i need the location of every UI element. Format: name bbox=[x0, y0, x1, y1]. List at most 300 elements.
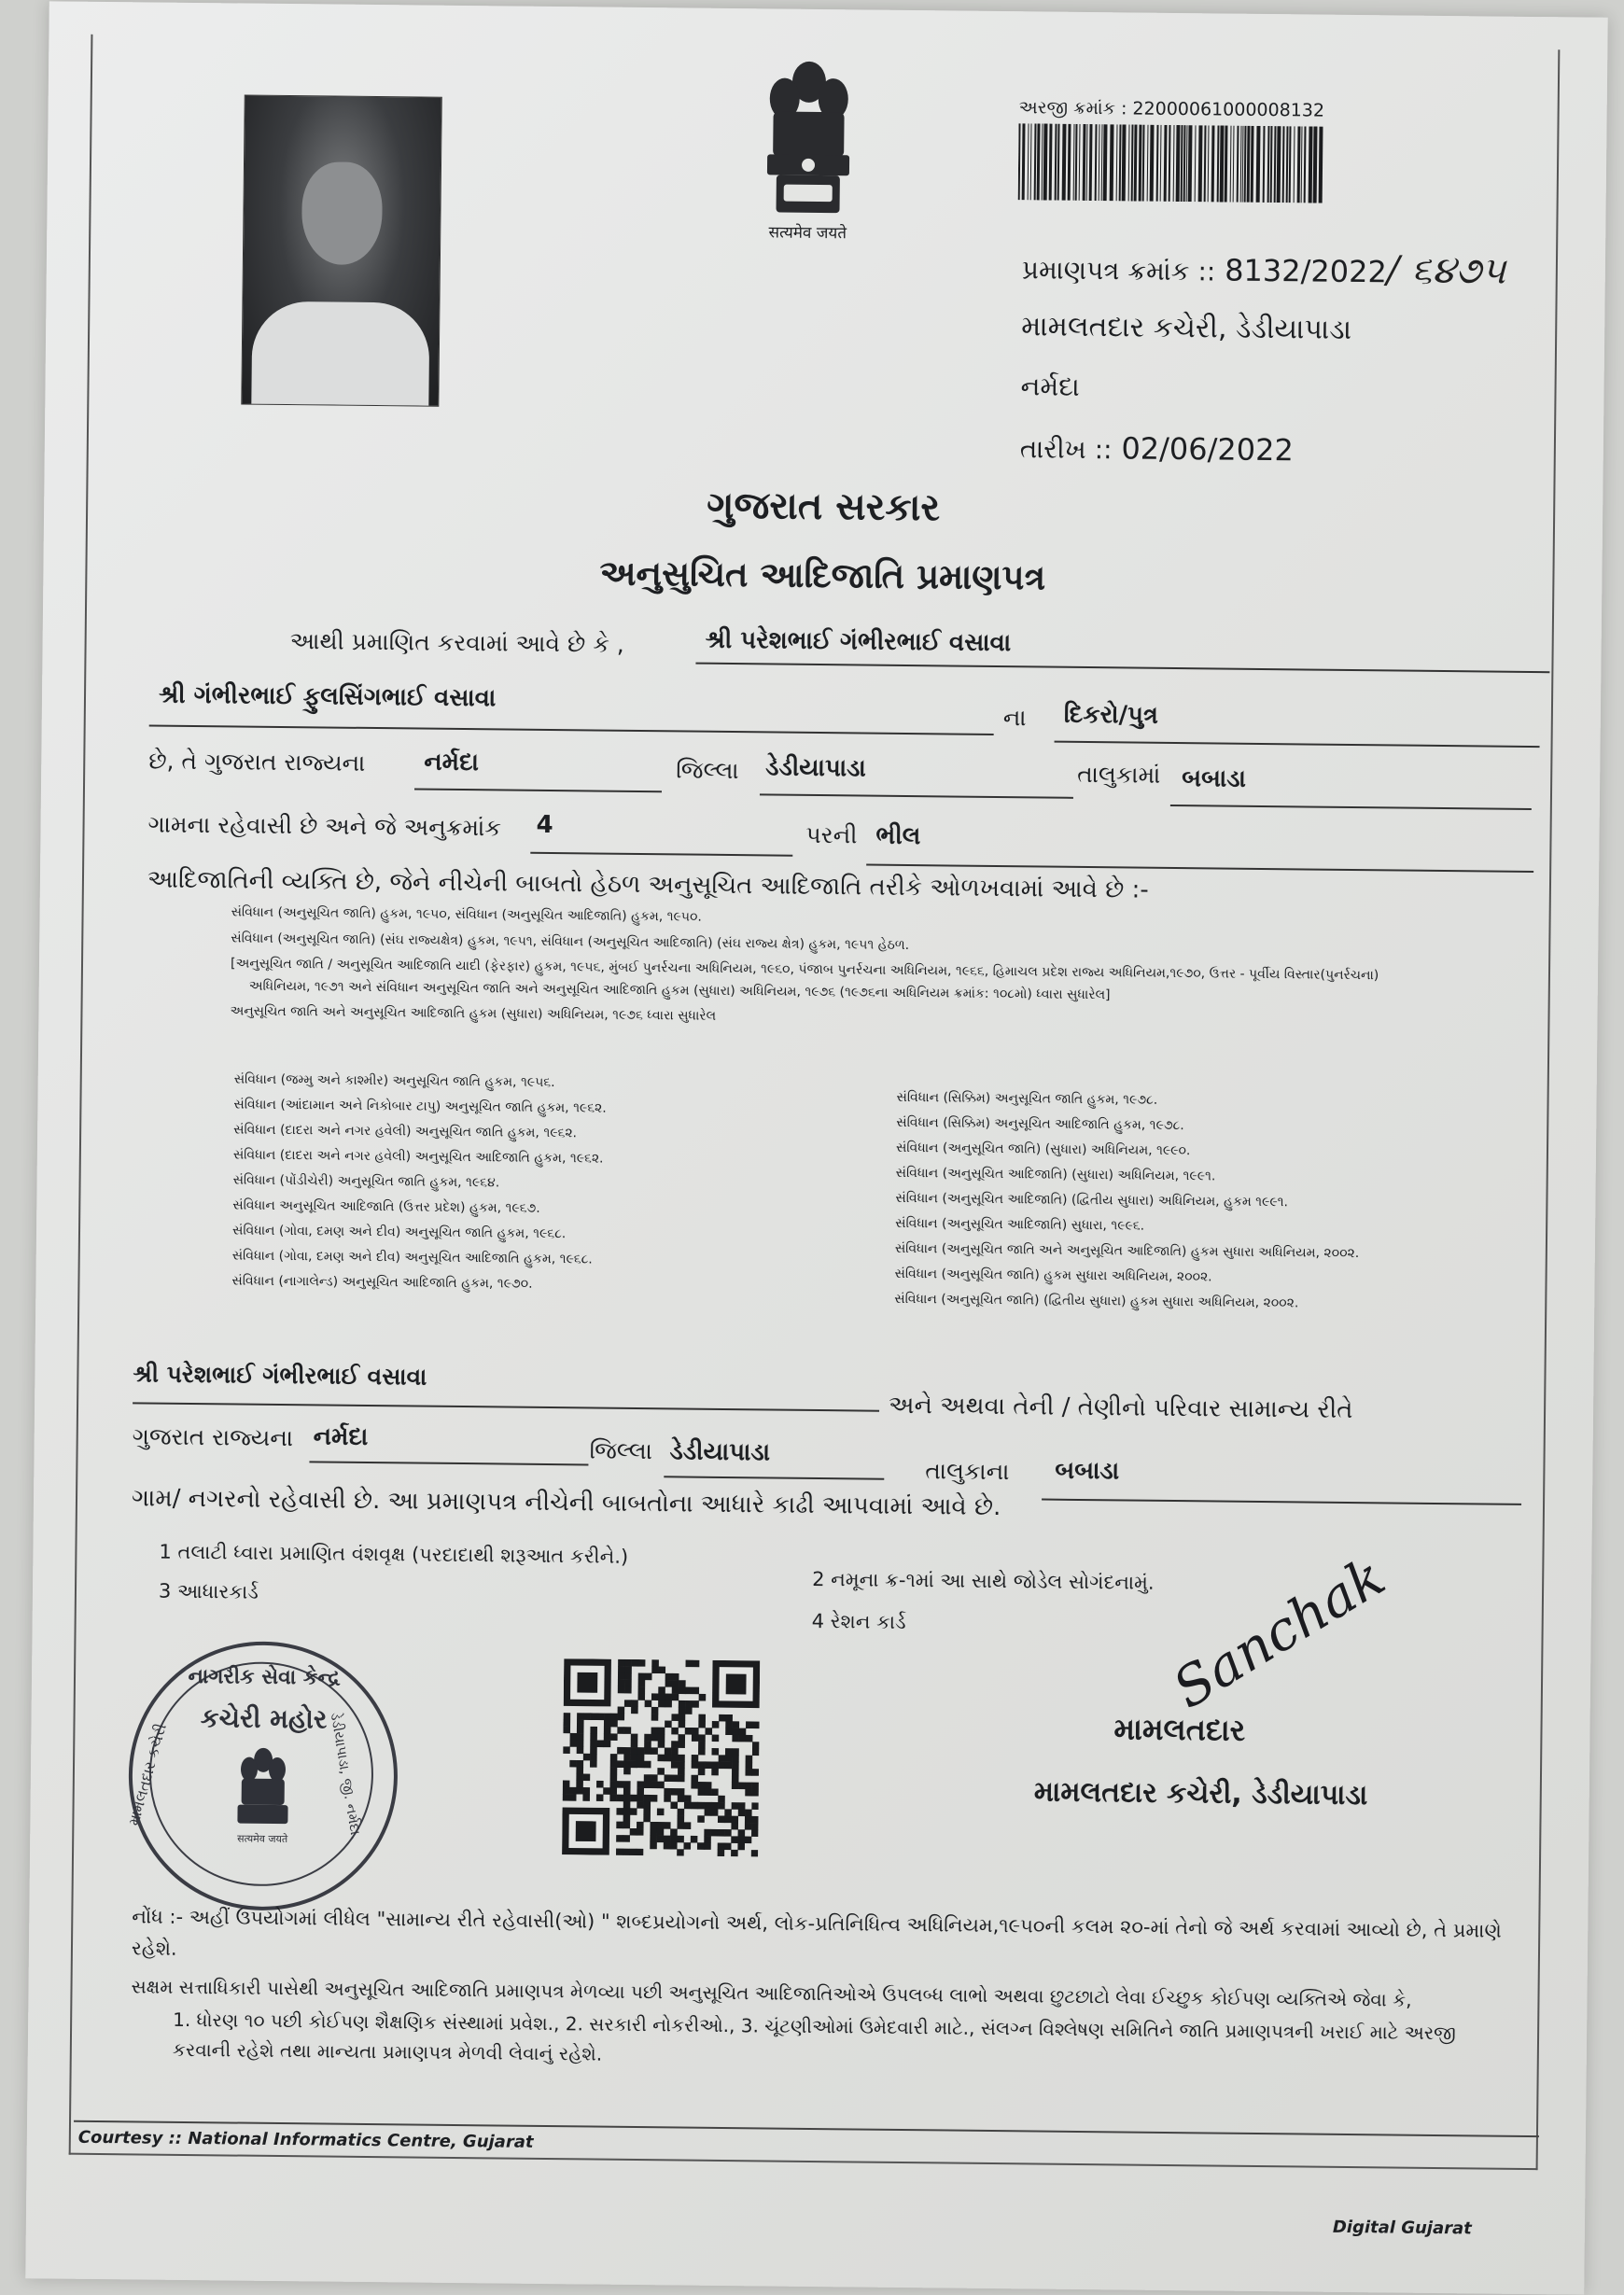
family-text: અને અથવા તેની / તેણીનો પરિવાર સામાન્ય રીતે bbox=[888, 1391, 1353, 1425]
qr-module bbox=[679, 1721, 686, 1728]
qr-module bbox=[711, 1788, 719, 1796]
qr-module bbox=[631, 1747, 638, 1755]
qr-module bbox=[697, 1815, 705, 1823]
qr-module bbox=[623, 1747, 631, 1755]
qr-module bbox=[616, 1835, 623, 1842]
qr-module bbox=[664, 1836, 671, 1843]
qr-module bbox=[631, 1700, 638, 1707]
qr-module bbox=[698, 1788, 706, 1796]
qr-module bbox=[678, 1755, 685, 1762]
qr-module bbox=[596, 1794, 604, 1801]
certificate-number-row bbox=[1022, 245, 1506, 292]
qr-module bbox=[631, 1754, 638, 1761]
qr-module bbox=[725, 1755, 733, 1762]
qr-module bbox=[671, 1714, 679, 1721]
qr-module bbox=[609, 1795, 617, 1802]
qr-module bbox=[685, 1707, 693, 1714]
qr-module bbox=[718, 1850, 725, 1857]
qr-module bbox=[623, 1814, 631, 1822]
residence-taluka-label: તાલુકાના bbox=[925, 1457, 1010, 1486]
qr-module bbox=[671, 1728, 679, 1735]
qr-module bbox=[732, 1802, 739, 1810]
qr-module bbox=[651, 1774, 658, 1782]
orders-top-block bbox=[230, 904, 1537, 1033]
qr-module bbox=[705, 1788, 712, 1796]
barcode-bar bbox=[1183, 125, 1186, 202]
qr-module bbox=[718, 1842, 725, 1850]
qr-module bbox=[563, 1781, 570, 1788]
qr-module bbox=[590, 1747, 597, 1755]
qr-module bbox=[617, 1795, 624, 1802]
barcode-bar bbox=[1233, 126, 1235, 203]
qr-module bbox=[651, 1666, 659, 1673]
issue-date-row bbox=[1020, 429, 1294, 468]
state-text: છે, તે ગુજરાત રાજ્યના bbox=[148, 747, 366, 777]
seal-inner-text: કચેરી મહોર bbox=[200, 1702, 328, 1735]
district-label: જિલ્લા bbox=[676, 756, 739, 785]
qr-module bbox=[623, 1787, 631, 1795]
qr-module bbox=[733, 1721, 740, 1728]
barcode-bar bbox=[1083, 124, 1086, 201]
order-item: સંવિધાન (અનુસૂચિત આદિજાતિ) સુધારા, ૧૯૯૬. bbox=[895, 1215, 1145, 1234]
district-value: નર્મદા bbox=[414, 748, 662, 792]
qr-module bbox=[658, 1734, 665, 1742]
qr-module bbox=[711, 1829, 719, 1837]
orders-left-column bbox=[231, 1067, 607, 1297]
qr-module bbox=[623, 1781, 631, 1788]
qr-module bbox=[718, 1815, 725, 1823]
qr-module bbox=[617, 1747, 624, 1755]
qr-module bbox=[582, 1787, 590, 1795]
qr-module bbox=[637, 1788, 644, 1796]
qr-module bbox=[752, 1742, 760, 1749]
qr-module bbox=[732, 1728, 739, 1736]
qr-module bbox=[665, 1774, 672, 1782]
barcode-bar bbox=[1073, 124, 1075, 201]
qr-module bbox=[629, 1849, 637, 1856]
barcode-bar bbox=[1188, 125, 1193, 202]
qr-module bbox=[732, 1762, 739, 1770]
order-item: સંવિધાન (અનુસૂચિત જાતિ) (દ્વિતીય સુધારા) હુકમ સુધારા અધિનિયમ, ૨૦૦૨. bbox=[894, 1291, 1299, 1311]
serial-number: 4 bbox=[530, 811, 792, 857]
qr-module bbox=[577, 1760, 584, 1768]
certificate-number: 8132/2022 bbox=[1224, 252, 1388, 290]
qr-module bbox=[679, 1686, 686, 1694]
qr-module bbox=[644, 1795, 651, 1802]
qr-module bbox=[651, 1659, 659, 1667]
barcode-bar bbox=[1057, 124, 1060, 201]
qr-module bbox=[604, 1741, 611, 1748]
document-item: 1 તલાટી ધ્વારા પ્રમાણિત વંશવૃક્ષ (પરદાદાથી શરૂઆત કરીને.) bbox=[159, 1540, 629, 1568]
qr-module bbox=[570, 1733, 578, 1741]
qr-module bbox=[630, 1761, 637, 1769]
qr-module bbox=[651, 1782, 658, 1789]
qr-module bbox=[745, 1789, 752, 1797]
qr-module bbox=[617, 1781, 624, 1788]
qr-module bbox=[698, 1742, 706, 1749]
barcode-bar bbox=[1256, 126, 1261, 203]
note-definition: નોંધ :- અહીં ઉપયોગમાં લીધેલ "સામાન્ય રીતે રહેવાસી(ઓ) " શબ્દપ્રયોગનો અર્થ, લોક-પ્રતિનિધિત્વ અધિનિયમ,૧૯૫૦ની કલમ ૨૦-માં તેનો જે અર્થ કરવામાં આવ્યો છે, તે પ્રમાણે રહેશે. bbox=[131, 1905, 1502, 1960]
issue-date: 02/06/2022 bbox=[1121, 430, 1295, 469]
qr-module bbox=[731, 1836, 738, 1843]
barcode-bar bbox=[1208, 125, 1210, 202]
order-item: સંવિધાન અનુસૂચિત આદિજાતિ (ઉત્તર પ્રદેશ) હુકમ, ૧૯૬૭. bbox=[232, 1197, 540, 1216]
qr-module bbox=[712, 1721, 720, 1728]
qr-module bbox=[752, 1748, 760, 1756]
qr-module bbox=[691, 1802, 698, 1810]
qr-module bbox=[665, 1721, 672, 1728]
barcode-bar bbox=[1313, 127, 1318, 203]
qr-module bbox=[678, 1761, 685, 1769]
qr-module bbox=[711, 1761, 719, 1769]
qr-module bbox=[582, 1794, 590, 1801]
qr-module bbox=[724, 1809, 732, 1816]
qr-module bbox=[610, 1733, 618, 1741]
document-item: 4 રેશન કાર્ડ bbox=[811, 1609, 906, 1634]
taluka-value: ડેડીયાપાડા bbox=[760, 753, 1073, 799]
qr-module bbox=[672, 1694, 679, 1701]
qr-module bbox=[692, 1761, 699, 1769]
qr-module bbox=[570, 1740, 578, 1747]
qr-module bbox=[631, 1707, 638, 1714]
qr-module bbox=[623, 1760, 631, 1768]
signature-scribble: Sanchak bbox=[1162, 1544, 1396, 1721]
qr-module bbox=[577, 1727, 584, 1734]
order-item: સંવિધાન (નાગાલેન્ડ) અનુસૂચિત આદિજાતિ હુકમ, ૧૯૭૦. bbox=[231, 1273, 533, 1292]
qr-module bbox=[697, 1842, 705, 1850]
barcode-bar bbox=[1049, 124, 1053, 201]
qr-module bbox=[737, 1843, 745, 1851]
certificate-sheet bbox=[25, 1, 1607, 2294]
qr-module bbox=[643, 1801, 651, 1809]
qr-module bbox=[610, 1774, 618, 1782]
qr-module bbox=[618, 1666, 625, 1673]
qr-module bbox=[637, 1822, 644, 1829]
qr-module bbox=[665, 1694, 672, 1701]
qr-module bbox=[671, 1788, 679, 1796]
qr-module bbox=[732, 1755, 739, 1762]
qr-module bbox=[719, 1755, 726, 1762]
barcode-bar bbox=[1251, 126, 1254, 203]
qr-module bbox=[691, 1782, 698, 1789]
qr-module bbox=[644, 1741, 651, 1748]
order-item: સંવિધાન (ગોવા, દમણ અને દીવ) અનુસૂચિત આદિજાતિ હુકમ, ૧૯૬૮. bbox=[231, 1248, 593, 1267]
barcode-bar bbox=[1164, 125, 1168, 202]
orders-right-column bbox=[894, 1085, 1361, 1317]
courtesy-text: Courtesy :: National Informatics Centre, Gujarat bbox=[77, 2127, 534, 2152]
qr-module bbox=[564, 1713, 571, 1720]
qr-module bbox=[692, 1734, 699, 1742]
barcode-bar bbox=[1022, 123, 1026, 200]
order-item: સંવિધાન (અનુસૂચિત જાતિ અને અનુસૂચિત આદિજાતિ) હુકમ સુધારા અધિનિયમ, ૨૦૦૨. bbox=[894, 1240, 1360, 1262]
qr-module bbox=[658, 1686, 665, 1694]
residence-village-value: બબાડા bbox=[1042, 1457, 1521, 1505]
qr-module bbox=[698, 1782, 706, 1789]
qr-module bbox=[698, 1734, 706, 1742]
qr-module bbox=[671, 1741, 679, 1748]
qr-module bbox=[637, 1801, 644, 1809]
qr-module bbox=[623, 1754, 631, 1761]
lion-capital-icon bbox=[751, 53, 865, 217]
qr-module bbox=[683, 1842, 691, 1850]
barcode-bar bbox=[1068, 124, 1071, 201]
barcode-bar bbox=[1128, 124, 1130, 201]
qr-module bbox=[672, 1686, 679, 1694]
qr-module bbox=[670, 1801, 678, 1809]
qr-module bbox=[604, 1733, 611, 1741]
qr-module bbox=[719, 1714, 726, 1722]
relation: દિકરો/પુત્ર bbox=[1055, 701, 1540, 748]
qr-module bbox=[739, 1728, 747, 1736]
qr-module bbox=[637, 1761, 645, 1769]
qr-module bbox=[650, 1835, 657, 1842]
qr-module bbox=[718, 1796, 725, 1803]
qr-module bbox=[745, 1823, 752, 1830]
barcode-bar bbox=[1055, 124, 1057, 201]
qr-code-icon bbox=[562, 1658, 760, 1856]
qr-module bbox=[597, 1714, 605, 1721]
issuing-office: મામલતદાર કચેરી, ડેડીયાપાડા bbox=[1021, 310, 1352, 346]
qr-module bbox=[692, 1687, 699, 1695]
qr-module bbox=[724, 1816, 732, 1824]
qr-module bbox=[577, 1746, 584, 1754]
qr-module bbox=[711, 1802, 719, 1810]
qr-module bbox=[610, 1768, 618, 1775]
qr-module bbox=[685, 1728, 693, 1735]
barcode-bar bbox=[1079, 124, 1081, 201]
order-line: અધિનિયમ, ૧૯૭૧ અને સંવિધાન અનુસૂચિત જાતિ અને અનુસૂચિત આદિજાતિ હુકમ (સુધારા) અધિનિયમ, ૧૯૭૬ (૧૯૭૬ના અધિનિયમ ક્રમાંક: ૧૦૮મો) ધ્વારા સુધારેલ] bbox=[248, 978, 1111, 1002]
qr-module bbox=[705, 1728, 712, 1735]
document-item: 2 નમૂના ક્ર-૧માં આ સાથે જોડેલ સોગંદનામું. bbox=[812, 1567, 1155, 1594]
barcode-bar bbox=[1198, 125, 1203, 202]
person-name: શ્રી પરેશભાઈ ગંભીરભાઈ વસાવા bbox=[695, 626, 1549, 674]
qr-module bbox=[738, 1829, 746, 1837]
barcode-bar bbox=[1101, 124, 1103, 201]
qr-module bbox=[705, 1809, 712, 1816]
qr-module bbox=[725, 1728, 733, 1735]
order-line: [અનુસૂચિત જાતિ / અનુસૂચિત આદિજાતિ યાદી (ફેરફાર) હુકમ, ૧૯૫૬, મુંબઈ પુનર્રચના અધિનિયમ, ૧૯૬૦, પંજાબ પુનર્રચના અધિનિયમ, ૧૯૬૬, હિમાચલ પ્રદેશ રાજ્ય અધિનિયમ,૧૯૭૦, ઉત્તર - પૂર્વીય વિસ્તાર(પુનર્રચના) bbox=[230, 956, 1379, 984]
residence-district-label: જિલ્લા bbox=[589, 1436, 653, 1465]
handwritten-number: / ૬૪૭૫ bbox=[1386, 248, 1506, 293]
qr-module bbox=[637, 1693, 645, 1700]
qr-module bbox=[679, 1680, 686, 1687]
residence-state-text: ગુજરાત રાજ્યના bbox=[132, 1422, 294, 1452]
qr-module bbox=[746, 1735, 753, 1742]
qr-module bbox=[697, 1802, 705, 1810]
barcode-bar bbox=[1195, 125, 1197, 202]
seal-right-text: ડેડીયાપાડા, જી. નર્મદા. bbox=[327, 1711, 365, 1841]
barcode-bar bbox=[1270, 126, 1273, 203]
qr-module bbox=[658, 1700, 665, 1708]
qr-module bbox=[623, 1808, 631, 1815]
barcode-bar bbox=[1119, 124, 1122, 201]
qr-module bbox=[576, 1787, 583, 1795]
qr-module bbox=[724, 1829, 732, 1837]
photo-face bbox=[301, 161, 383, 265]
qr-module bbox=[610, 1760, 618, 1768]
qr-module bbox=[705, 1802, 712, 1810]
order-line: સંવિધાન (અનુસૂચિત જાતિ) હુકમ, ૧૯૫૦, સંવિધાન (અનુસૂચિત આદિજાતિ) હુકમ, ૧૯૫૦. bbox=[231, 904, 703, 925]
qr-module bbox=[657, 1822, 665, 1829]
note-eligibility: સક્ષમ સત્તાધિકારી પાસેથી અનુસૂચિત આદિજાતિ પ્રમાણપત્ર મેળવ્યા પછી અનુસૂચિત આદિજાતિઓએ ઉપલબ્ધ લાભો અથવા છુટછાટો લેવા ઈચ્છુક કોઈપણ વ્યક્તિએ જેવા કે, bbox=[131, 1975, 1412, 2011]
barcode-bar bbox=[1240, 126, 1242, 203]
qr-module bbox=[609, 1781, 617, 1788]
barcode-bar bbox=[1160, 125, 1162, 202]
village-value: બબાડા bbox=[1170, 764, 1532, 810]
qr-module bbox=[624, 1680, 632, 1687]
qr-module bbox=[623, 1822, 631, 1829]
qr-module bbox=[624, 1659, 632, 1667]
qr-module bbox=[650, 1828, 657, 1836]
qr-module bbox=[638, 1673, 646, 1681]
barcode-bar bbox=[1089, 124, 1093, 201]
qr-module bbox=[745, 1783, 752, 1790]
qr-module bbox=[610, 1754, 618, 1761]
residence-taluka-value: ડેડીયાપાડા bbox=[664, 1437, 884, 1479]
qr-module bbox=[583, 1713, 591, 1720]
seal-emblem-icon bbox=[230, 1742, 296, 1827]
qr-module bbox=[624, 1666, 632, 1673]
qr-module bbox=[643, 1815, 651, 1823]
qr-module bbox=[746, 1756, 753, 1763]
qr-module bbox=[698, 1769, 706, 1776]
qr-module bbox=[692, 1755, 699, 1762]
qr-module bbox=[704, 1829, 711, 1837]
qr-module bbox=[563, 1746, 570, 1754]
qr-module bbox=[685, 1687, 693, 1695]
issue-date-label: તારીખ :: bbox=[1019, 433, 1113, 466]
qr-module bbox=[731, 1823, 738, 1830]
barcode-bar bbox=[1204, 125, 1207, 202]
qr-module bbox=[630, 1795, 637, 1802]
qr-module bbox=[658, 1693, 665, 1700]
applicant-photo bbox=[241, 95, 441, 407]
qr-module bbox=[643, 1808, 651, 1815]
barcode-bar bbox=[1297, 126, 1301, 203]
order-item: સંવિધાન (ગોવા, દમણ અને દીવ) અનુસૂચિત જાતિ હુકમ, ૧૯૬૮. bbox=[231, 1223, 567, 1242]
qr-module bbox=[711, 1748, 719, 1756]
barcode-bar bbox=[1134, 125, 1138, 202]
qr-module bbox=[752, 1783, 760, 1790]
qr-module bbox=[684, 1795, 692, 1802]
qr-module bbox=[651, 1693, 659, 1700]
qr-module bbox=[618, 1686, 625, 1694]
order-item: સંવિધાન (પોંડીચેરી) અનુસૂચિત જાતિ હુકમ, ૧૯૬૪. bbox=[232, 1172, 500, 1191]
barcode-bar bbox=[1263, 126, 1266, 203]
barcode-bar bbox=[1095, 124, 1098, 201]
qr-module bbox=[651, 1795, 658, 1802]
barcode-bar bbox=[1186, 125, 1188, 202]
qr-module bbox=[751, 1829, 759, 1837]
qr-module bbox=[569, 1760, 577, 1768]
qr-module bbox=[746, 1762, 753, 1770]
qr-module bbox=[751, 1802, 759, 1810]
order-item: સંવિધાન (અનુસૂચિત જાતિ) (સુધારા) અધિનિયમ, ૧૯૯૦. bbox=[895, 1140, 1191, 1159]
barcode-bar bbox=[1247, 126, 1251, 203]
qr-module bbox=[678, 1775, 685, 1783]
qr-module bbox=[590, 1760, 597, 1768]
order-line: સંવિધાન (અનુસૂચિત જાતિ) (સંઘ રાજ્યક્ષેત્ર) હુકમ, ૧૯૫૧, સંવિધાન (અનુસૂચિત આદિજાતિ) (સંઘ રાજ્ય ક્ષેત્ર) હુકમ, ૧૯૫૧ હેઠળ. bbox=[231, 930, 910, 953]
qr-module bbox=[692, 1700, 699, 1708]
barcode-bar bbox=[1309, 126, 1313, 203]
qr-module bbox=[731, 1816, 738, 1824]
qr-module bbox=[623, 1835, 630, 1842]
qr-module bbox=[577, 1720, 584, 1728]
qr-module bbox=[651, 1707, 659, 1714]
qr-module bbox=[679, 1700, 686, 1708]
barcode-bar bbox=[1034, 123, 1037, 200]
order-item: સંવિધાન (અનુસૂચિત આદિજાતિ) (સુધારા) અધિનિયમ, ૧૯૯૧. bbox=[895, 1165, 1216, 1184]
qr-module bbox=[664, 1788, 671, 1796]
barcode-bar bbox=[1267, 126, 1270, 203]
qr-module bbox=[563, 1727, 570, 1734]
barcode-icon bbox=[1018, 123, 1327, 203]
qr-module bbox=[732, 1769, 739, 1776]
qr-module bbox=[604, 1714, 611, 1721]
qr-module bbox=[699, 1694, 707, 1701]
qr-module bbox=[711, 1769, 719, 1776]
qr-module bbox=[610, 1714, 618, 1721]
qr-module bbox=[711, 1809, 719, 1816]
qr-module bbox=[678, 1809, 685, 1816]
application-number: અરજી ક્રમાંક : 22000061000008132 bbox=[1018, 97, 1325, 121]
qr-module bbox=[678, 1768, 685, 1775]
barcode-bar bbox=[1028, 123, 1029, 200]
order-item: સંવિધાન (સિક્કિમ) અનુસૂચિત આદિજાતિ હુકમ, ૧૯૭૮. bbox=[896, 1114, 1184, 1134]
barcode-bar bbox=[1274, 126, 1277, 203]
barcode-bar bbox=[1139, 125, 1142, 202]
qr-module bbox=[609, 1787, 617, 1795]
qr-module bbox=[678, 1788, 685, 1796]
qr-module bbox=[616, 1822, 623, 1829]
qr-module bbox=[751, 1789, 759, 1797]
qr-module bbox=[604, 1727, 611, 1734]
qr-module bbox=[665, 1680, 673, 1687]
qr-module bbox=[665, 1747, 672, 1755]
qr-module bbox=[686, 1660, 693, 1668]
qr-module bbox=[725, 1714, 733, 1722]
qr-module bbox=[591, 1713, 598, 1720]
qr-module bbox=[618, 1680, 625, 1687]
qr-module bbox=[698, 1714, 706, 1722]
qr-module bbox=[623, 1768, 631, 1775]
qr-module bbox=[658, 1728, 665, 1735]
barcode-bar bbox=[1150, 125, 1155, 202]
barcode-bar bbox=[1156, 125, 1159, 202]
qr-module bbox=[651, 1714, 659, 1721]
qr-module bbox=[658, 1666, 665, 1673]
qr-module bbox=[678, 1795, 685, 1802]
qr-module bbox=[576, 1773, 583, 1781]
order-item: સંવિધાન (અનુસૂચિત જાતિ) હુકમ સુધારા અધિનિયમ, ૨૦૦૨. bbox=[894, 1266, 1212, 1285]
qr-module bbox=[576, 1767, 583, 1774]
qr-module bbox=[644, 1781, 651, 1788]
qr-module bbox=[590, 1740, 597, 1747]
qr-module bbox=[616, 1808, 623, 1815]
qr-module bbox=[664, 1842, 671, 1850]
qr-module bbox=[745, 1837, 752, 1844]
qr-module bbox=[671, 1761, 679, 1769]
qr-module bbox=[631, 1741, 638, 1748]
order-item: સંવિધાન (અનુસૂચિત આદિજાતિ) (દ્વિતીય સુધારા) અધિનિયમ, હુકમ ૧૯૯૧. bbox=[895, 1190, 1289, 1210]
barcode-bar bbox=[1122, 124, 1127, 201]
qr-module bbox=[745, 1810, 752, 1817]
barcode-bar bbox=[1042, 123, 1043, 200]
qr-module bbox=[618, 1672, 625, 1680]
qr-module bbox=[664, 1822, 671, 1829]
qr-module bbox=[617, 1714, 624, 1721]
qr-module bbox=[746, 1721, 753, 1728]
